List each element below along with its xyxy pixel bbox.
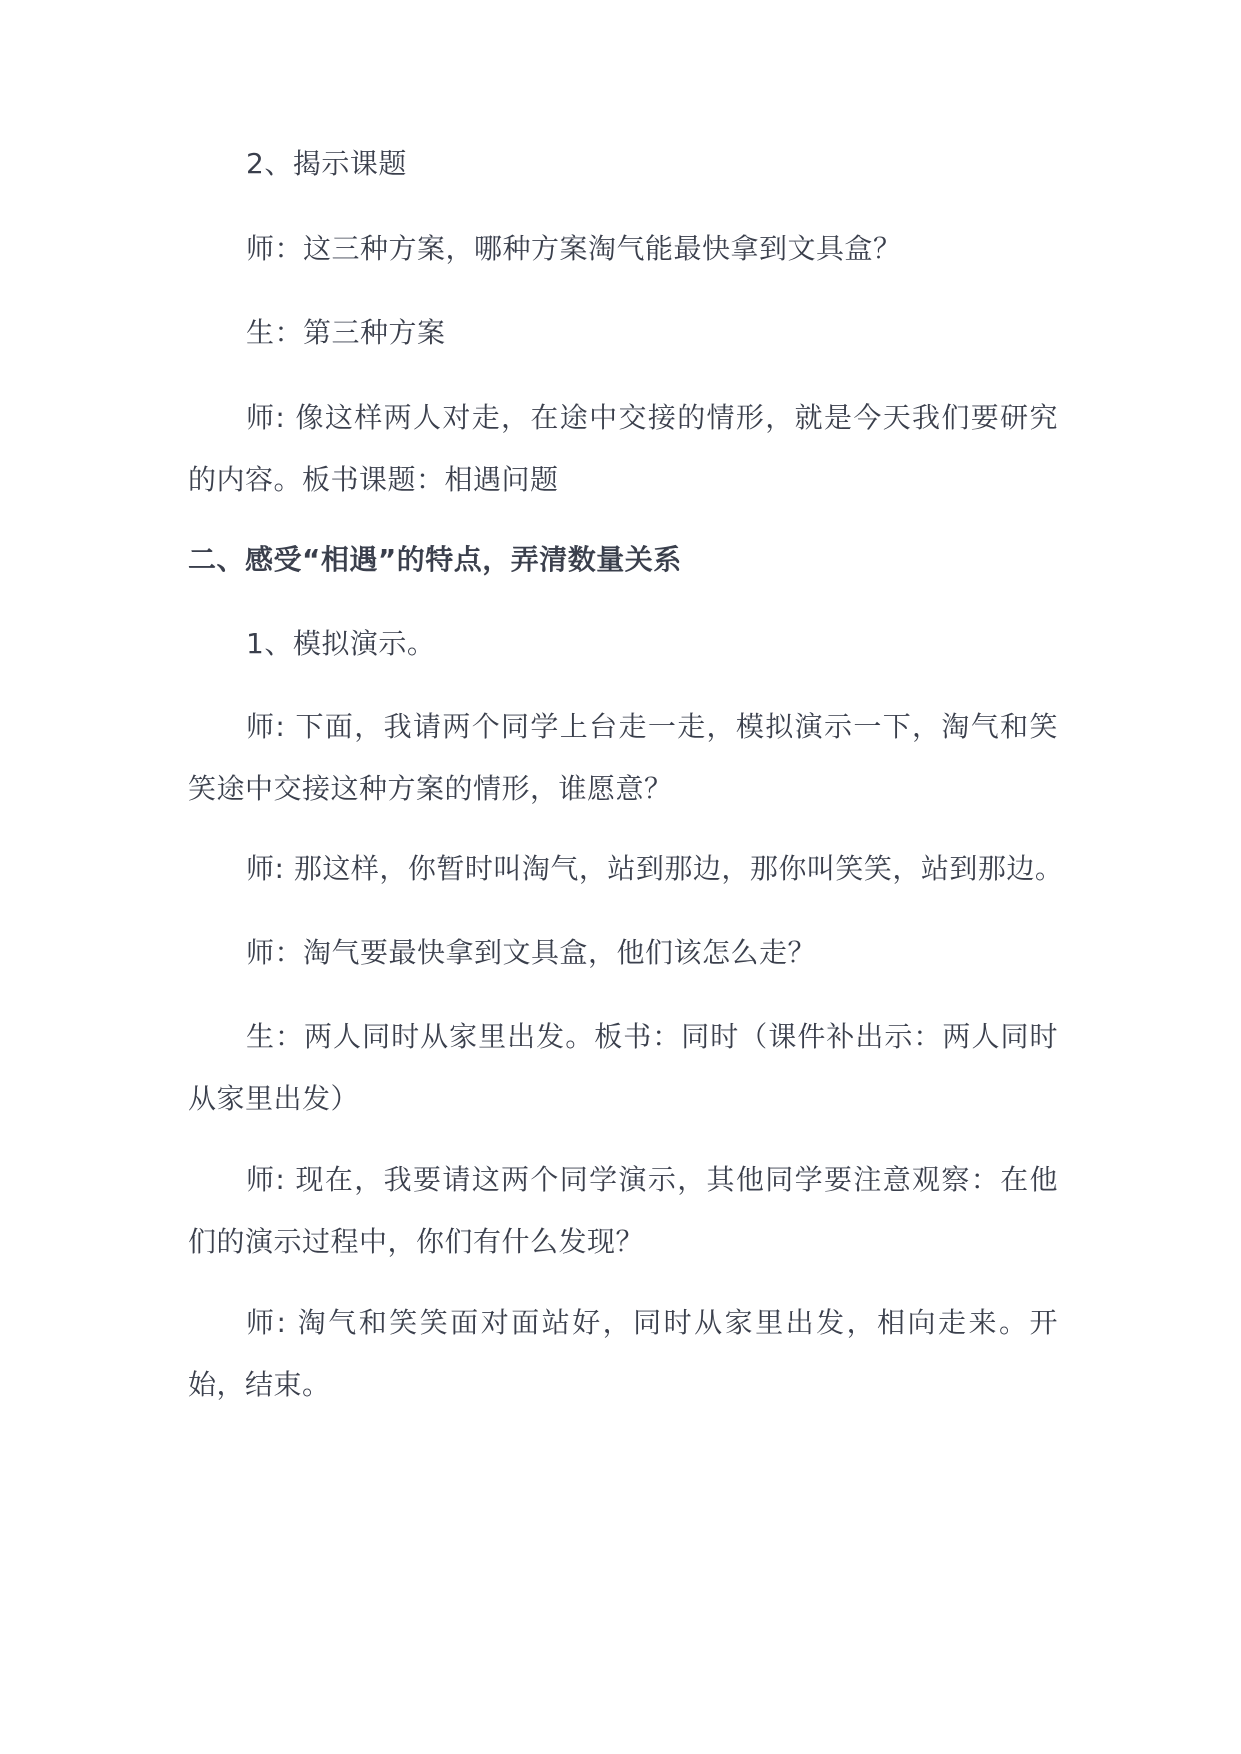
section-heading: 二、感受“相遇”的特点，弄清数量关系: [188, 543, 682, 576]
paragraph-7: 师: 下面，我请两个同学上台走一走，模拟演示一下，淘气和笑笑途中交接这种方案的情形，谁愿意？: [188, 710, 1058, 805]
paragraph-11: 师: 现在，我要请这两个同学演示，其他同学要注意观察：在他们的演示过程中，你们有什么发现？: [188, 1163, 1058, 1258]
paragraph-6: 1、模拟演示。: [246, 627, 436, 660]
paragraph-1: 2、揭示课题: [246, 147, 407, 180]
paragraph-12: 师: 淘气和笑笑面对面站好，同时从家里出发，相向走来。开始，结束。: [188, 1306, 1058, 1401]
paragraph-9: 师：淘气要最快拿到文具盒，他们该怎么走？: [246, 936, 817, 969]
paragraph-8: 师: 那这样，你暂时叫淘气，站到那边，那你叫笑笑，站到那边。: [246, 852, 1064, 885]
paragraph-10: 生：两人同时从家里出发。板书：同时（课件补出示：两人同时从家里出发）: [188, 1020, 1058, 1115]
paragraph-2: 师：这三种方案，哪种方案淘气能最快拿到文具盒？: [246, 232, 902, 265]
paragraph-3: 生：第三种方案: [246, 316, 446, 349]
paragraph-4: 师: 像这样两人对走，在途中交接的情形，就是今天我们要研究的内容。板书课题：相遇问题: [188, 401, 1058, 496]
